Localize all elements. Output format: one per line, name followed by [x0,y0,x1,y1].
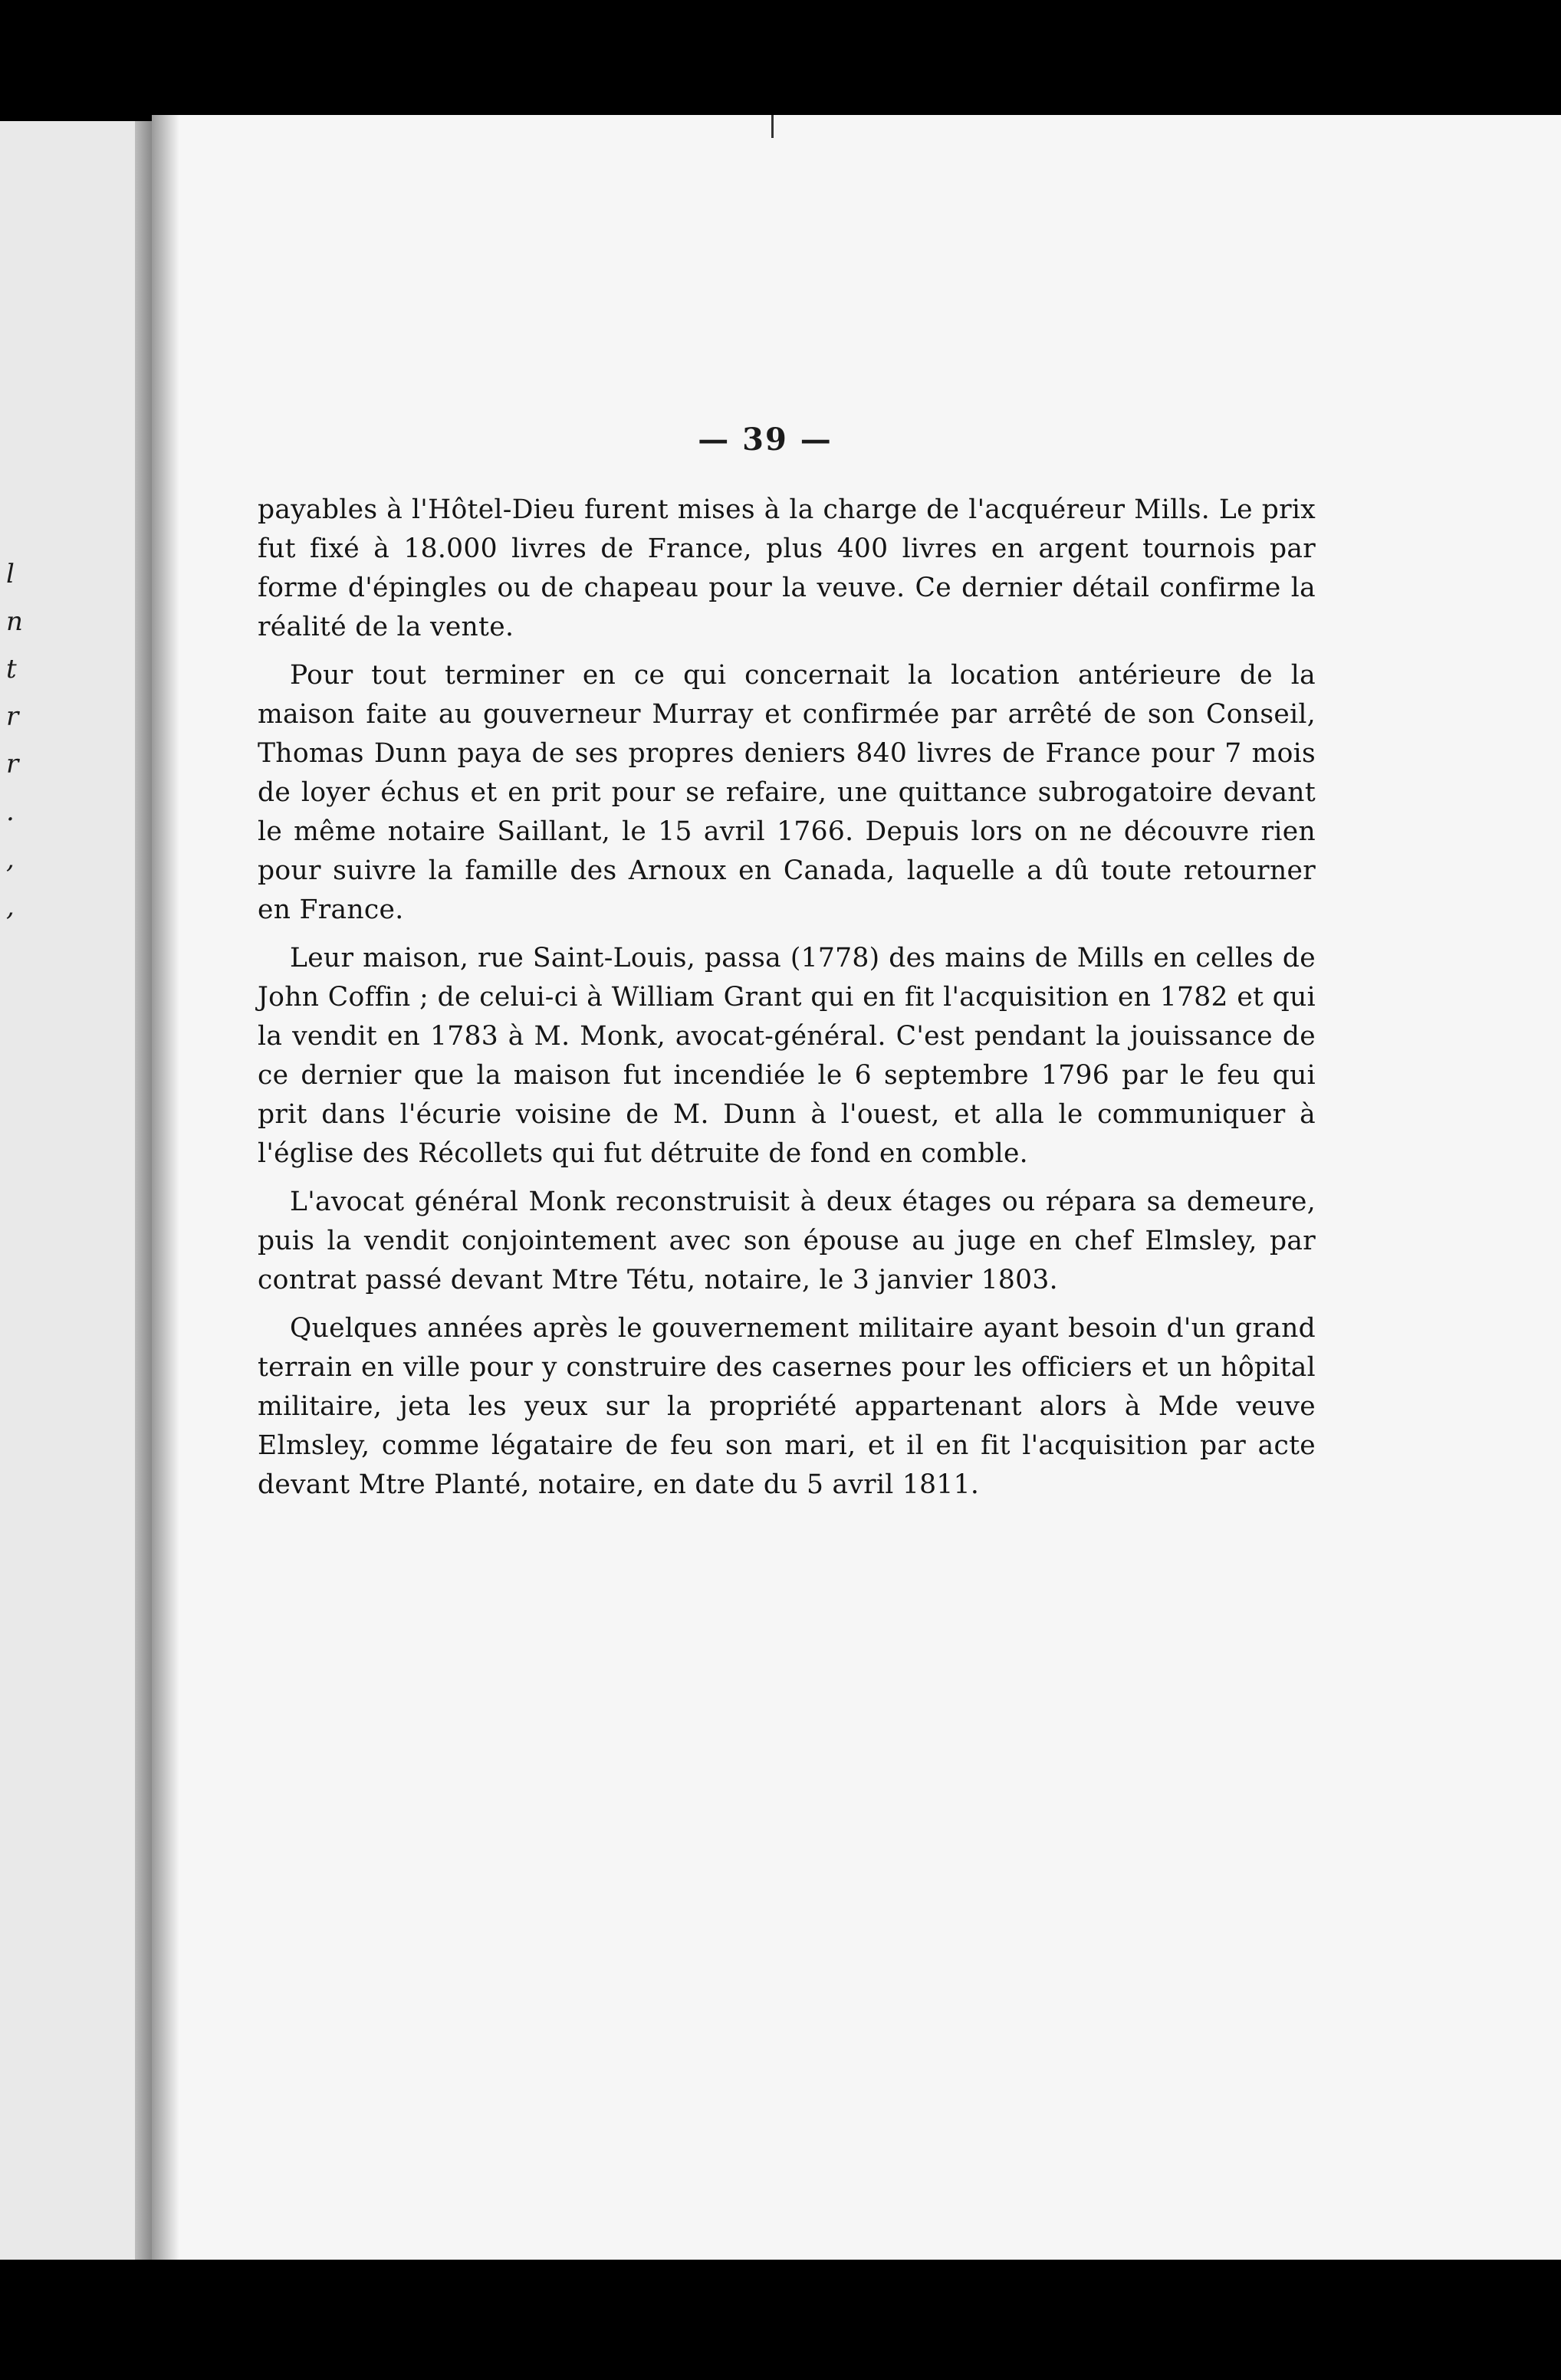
paragraph: payables à l'Hôtel-Dieu furent mises à la charge de l'acquéreur Mills. Le prix fut fixé à 18.000 livres de France, plus 400 livres en argent tournois par forme d'épingles ou de chapeau pour la veuve. Ce dernier détail confirme la réalité de la vente. [258,494,1316,642]
page-top-mark [771,115,774,138]
body-text [258,491,1316,1514]
margin-glyph: . [6,796,15,827]
page-gutter [135,121,152,2260]
margin-glyph: t [6,654,17,684]
margin-glyph: , [6,891,15,922]
paragraph: Pour tout terminer en ce qui concernait la location antérieure de la maison faite au gouverneur Murray et confirmée par arrêté de son Conseil, Thomas Dunn paya de ses propres deniers 840 livres de France pour 7 mois de loyer échus et en prit pour se refaire, une quittance subrogatoire devant le même notaire Saillant, le 15 avril 1766. Depuis lors on ne découvre rien pour suivre la famille des Arnoux en Canada, laquelle a dû toute retourner en France. [258,660,1316,925]
paragraph: Leur maison, rue Saint-Louis, passa (1778) des mains de Mills en celles de John Coffin ; de celui-ci à William Grant qui en fit l'acquisition en 1782 et qui la vendit en 1783 à M. Monk, avocat-général. C'est pendant la jouissance de ce dernier que la maison fut incendiée le 6 septembre 1796 par le feu qui prit dans l'écurie voisine de M. Dunn à l'ouest, et alla le communiquer à l'église des Récollets qui fut détruite de fond en comble. [258,943,1316,1169]
paragraph: L'avocat général Monk reconstruisit à deux étages ou répara sa demeure, puis la vendit conjointement avec son épouse au juge en chef Elmsley, par contrat passé devant Mtre Tétu, notaire, le 3 janvier 1803. [258,1187,1316,1295]
page-number: — 39 — [698,422,833,458]
margin-glyph: , [6,844,15,875]
adjacent-page-margin-glyphs [6,550,37,931]
margin-glyph: n [6,606,23,637]
document-page [152,115,1561,2261]
paragraph: Quelques années après le gouvernement militaire ayant besoin d'un grand terrain en ville pour y construire des casernes pour les officiers et un hôpital militaire, jeta les yeux sur la propriété appartenant alors à Mde veuve Elmsley, comme légataire de feu son mari, et il en fit l'acquisition par acte devant Mtre Planté, notaire, en date du 5 avril 1811. [258,1313,1316,1500]
margin-glyph: l [6,559,15,589]
scan-border [152,2260,1561,2380]
margin-glyph: r [6,701,19,732]
adjacent-page-edge [0,121,152,2260]
margin-glyph: r [6,749,19,780]
